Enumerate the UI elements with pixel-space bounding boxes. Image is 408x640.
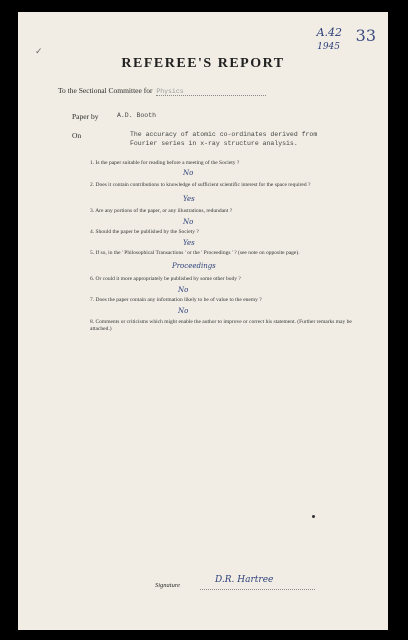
page-title: REFEREE'S REPORT [121,56,285,71]
ink-dot [312,515,315,518]
question-4: 4. Should the paper be published by the Society ? [90,229,199,235]
signature-line [200,589,315,590]
question-5: 5. If so, in the ' Philosophical Transactions ' or the ' Proceedings ' ? (see note on opposite page). [90,250,300,256]
question-2: 2. Does it contain contributions to knowledge of sufficient scientific interest for the space required ? [90,182,311,188]
author-name: A.D. Booth [117,112,157,119]
signature-handwritten: D.R. Hartree [215,575,274,585]
answer-7: No [178,307,189,315]
answer-3: No [183,218,194,226]
paper-title [130,130,360,148]
corner-tick-mark: ✓ [35,46,43,56]
paper-title-line-2: Fourier series in x-ray structure analysis. [130,140,298,147]
paper-by-label: Paper by [72,112,99,121]
report-sheet [18,12,388,630]
signature-label: Signature [155,582,181,589]
answer-6: No [178,286,189,294]
answer-1: No [183,169,194,177]
committee-value: Physics [156,88,266,96]
answer-2: Yes [183,195,195,203]
committee-line [58,86,266,96]
question-1: 1. Is the paper suitable for reading before a meeting of the Society ? [90,160,240,166]
question-7: 7. Does the paper contain any information likely to be of value to the enemy ? [90,297,262,303]
answer-5: Proceedings [172,262,216,270]
question-6: 6. Or could it more appropriately be published by some other body ? [90,276,241,282]
folio-number: 33 [355,26,376,45]
paper-title-line-1: The accuracy of atomic co-ordinates derived from [130,131,318,138]
question-8: 8. Comments or criticisms which might enable the author to improve or correct his statement. (Further remarks may be attached.) [90,319,352,332]
handwritten-year: 1945 [317,42,340,52]
handwritten-reference-code: A.42 [316,26,342,39]
on-label: On [72,131,82,140]
committee-label: To the Sectional Committee for [58,86,153,95]
answer-4: Yes [183,239,195,247]
question-3: 3. Are any portions of the paper, or any illustrations, redundant ? [90,208,233,214]
